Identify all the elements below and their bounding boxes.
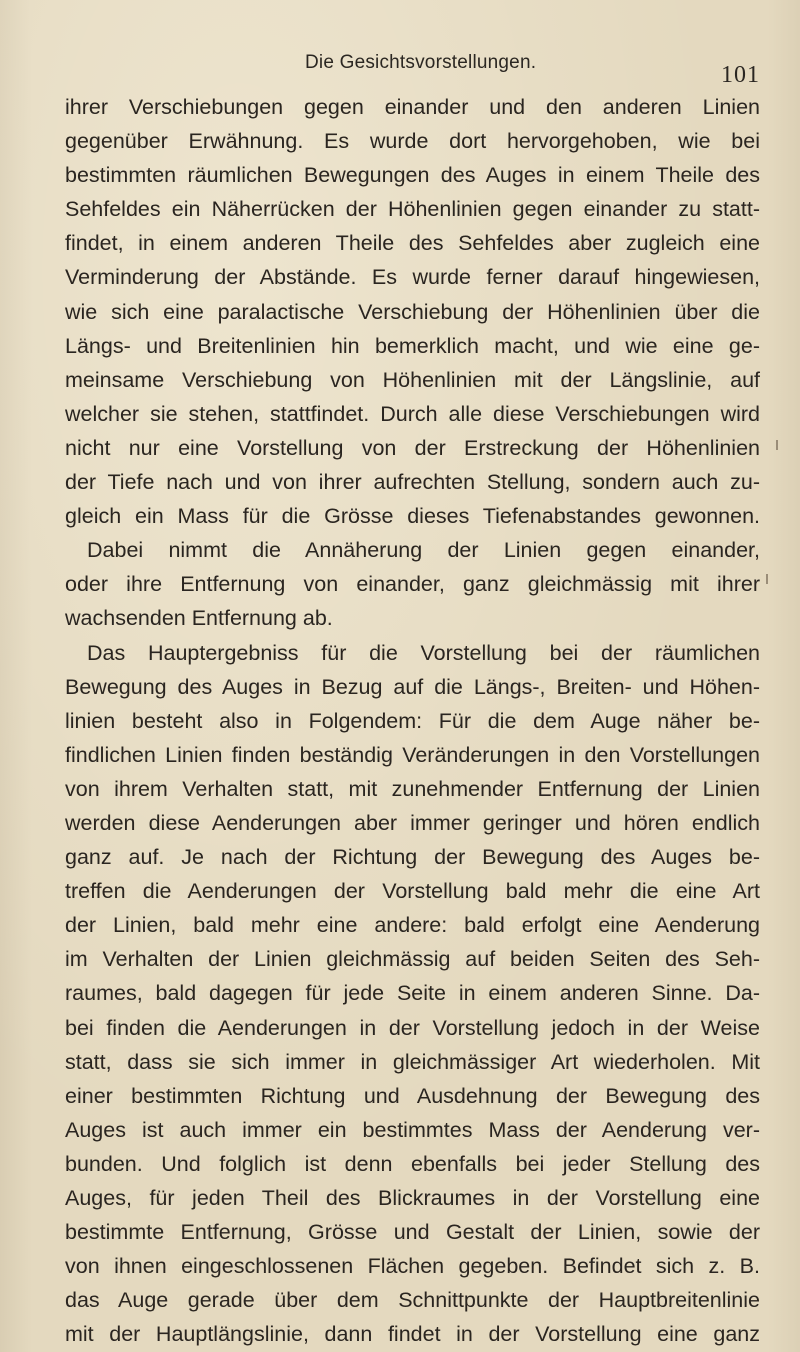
text-line: oder ihre Entfernung von einander, ganz gleichmässig mit ihrer (65, 572, 760, 597)
text-line: treffen die Aenderungen der Vorstellung bald mehr die eine Art (65, 879, 760, 904)
text-line: wachsenden Entfernung ab. (65, 606, 333, 631)
text-line: findet, in einem anderen Theile des Sehfeldes aber zugleich eine (65, 231, 760, 256)
text-line: Das Hauptergebniss für die Vorstellung bei der räumlichen (87, 640, 760, 665)
text-line: ihrer Verschiebungen gegen einander und den anderen Linien (65, 95, 760, 119)
text-line: Bewegung des Auges in Bezug auf die Längs-, Breiten- und Höhen- (65, 674, 760, 699)
text-line: bestimmten räumlichen Bewegungen des Auges in einem Theile des (65, 163, 760, 188)
text-line: wie sich eine paralactische Verschiebung der Höhenlinien über die (65, 299, 760, 324)
text-line: bestimmte Entfernung, Grösse und Gestalt der Linien, sowie der (65, 1220, 760, 1245)
running-title: Die Gesichtsvorstellungen. (305, 52, 537, 73)
margin-mark (766, 574, 768, 584)
text-line: der Tiefe nach und von ihrer aufrechten Stellung, sondern auch zu- (65, 470, 760, 495)
text-line: linien besteht also in Folgendem: Für die dem Auge näher be- (65, 708, 760, 733)
text-line: Verminderung der Abstände. Es wurde ferner darauf hingewiesen, (65, 265, 760, 290)
page-number: 101 (721, 62, 760, 88)
text-line: Längs- und Breitenlinien hin bemerklich macht, und wie eine ge- (65, 333, 760, 358)
text-line: bunden. Und folglich ist denn ebenfalls bei jeder Stellung des (65, 1151, 760, 1176)
text-line: statt, dass sie sich immer in gleichmässiger Art wiederholen. Mit (65, 1049, 760, 1074)
text-line: nicht nur eine Vorstellung von der Erstreckung der Höhenlinien (65, 435, 760, 460)
text-line: meinsame Verschiebung von Höhenlinien mit der Längslinie, auf (65, 367, 760, 392)
text-line: ganz auf. Je nach der Richtung der Bewegung des Auges be- (65, 845, 760, 870)
text-line: findlichen Linien finden beständig Veränderungen in den Vorstellungen (65, 742, 760, 767)
text-line: von ihrem Verhalten statt, mit zunehmender Entfernung der Linien (65, 776, 760, 801)
margin-mark (776, 440, 778, 450)
text-line: mit der Hauptlängslinie, dann findet in der Vorstellung eine ganz (65, 1322, 760, 1347)
text-line: welcher sie stehen, stattfindet. Durch alle diese Verschiebungen wird (65, 401, 760, 426)
text-line: Auges, für jeden Theil des Blickraumes in der Vorstellung eine (65, 1186, 760, 1210)
text-line: von ihnen eingeschlossenen Flächen gegeben. Befindet sich z. B. (65, 1254, 760, 1279)
text-line: im Verhalten der Linien gleichmässig auf beiden Seiten des Seh- (65, 947, 760, 972)
text-line: Auges ist auch immer ein bestimmtes Mass der Aenderung ver- (65, 1117, 760, 1142)
text-line: gegenüber Erwähnung. Es wurde dort hervorgehoben, wie bei (65, 129, 760, 154)
text-line: gleich ein Mass für die Grösse dieses Tiefenabstandes gewonnen. (65, 504, 760, 529)
text-line: Sehfeldes ein Näherrücken der Höhenlinien gegen einander zu statt- (65, 197, 760, 222)
text-line: werden diese Aenderungen aber immer geringer und hören endlich (65, 810, 760, 835)
running-head (0, 44, 800, 88)
text-line: bei finden die Aenderungen in der Vorstellung jedoch in der Weise (65, 1015, 760, 1040)
text-line: der Linien, bald mehr eine andere: bald erfolgt eine Aenderung (65, 913, 760, 938)
text-line: einer bestimmten Richtung und Ausdehnung der Bewegung des (65, 1083, 760, 1108)
body-text (65, 90, 760, 1351)
text-line: raumes, bald dagegen für jede Seite in einem anderen Sinne. Da- (65, 981, 760, 1006)
text-line: Dabei nimmt die Annäherung der Linien gegen einander, (87, 538, 760, 563)
text-line: das Auge gerade über dem Schnittpunkte der Hauptbreitenlinie (65, 1288, 760, 1313)
